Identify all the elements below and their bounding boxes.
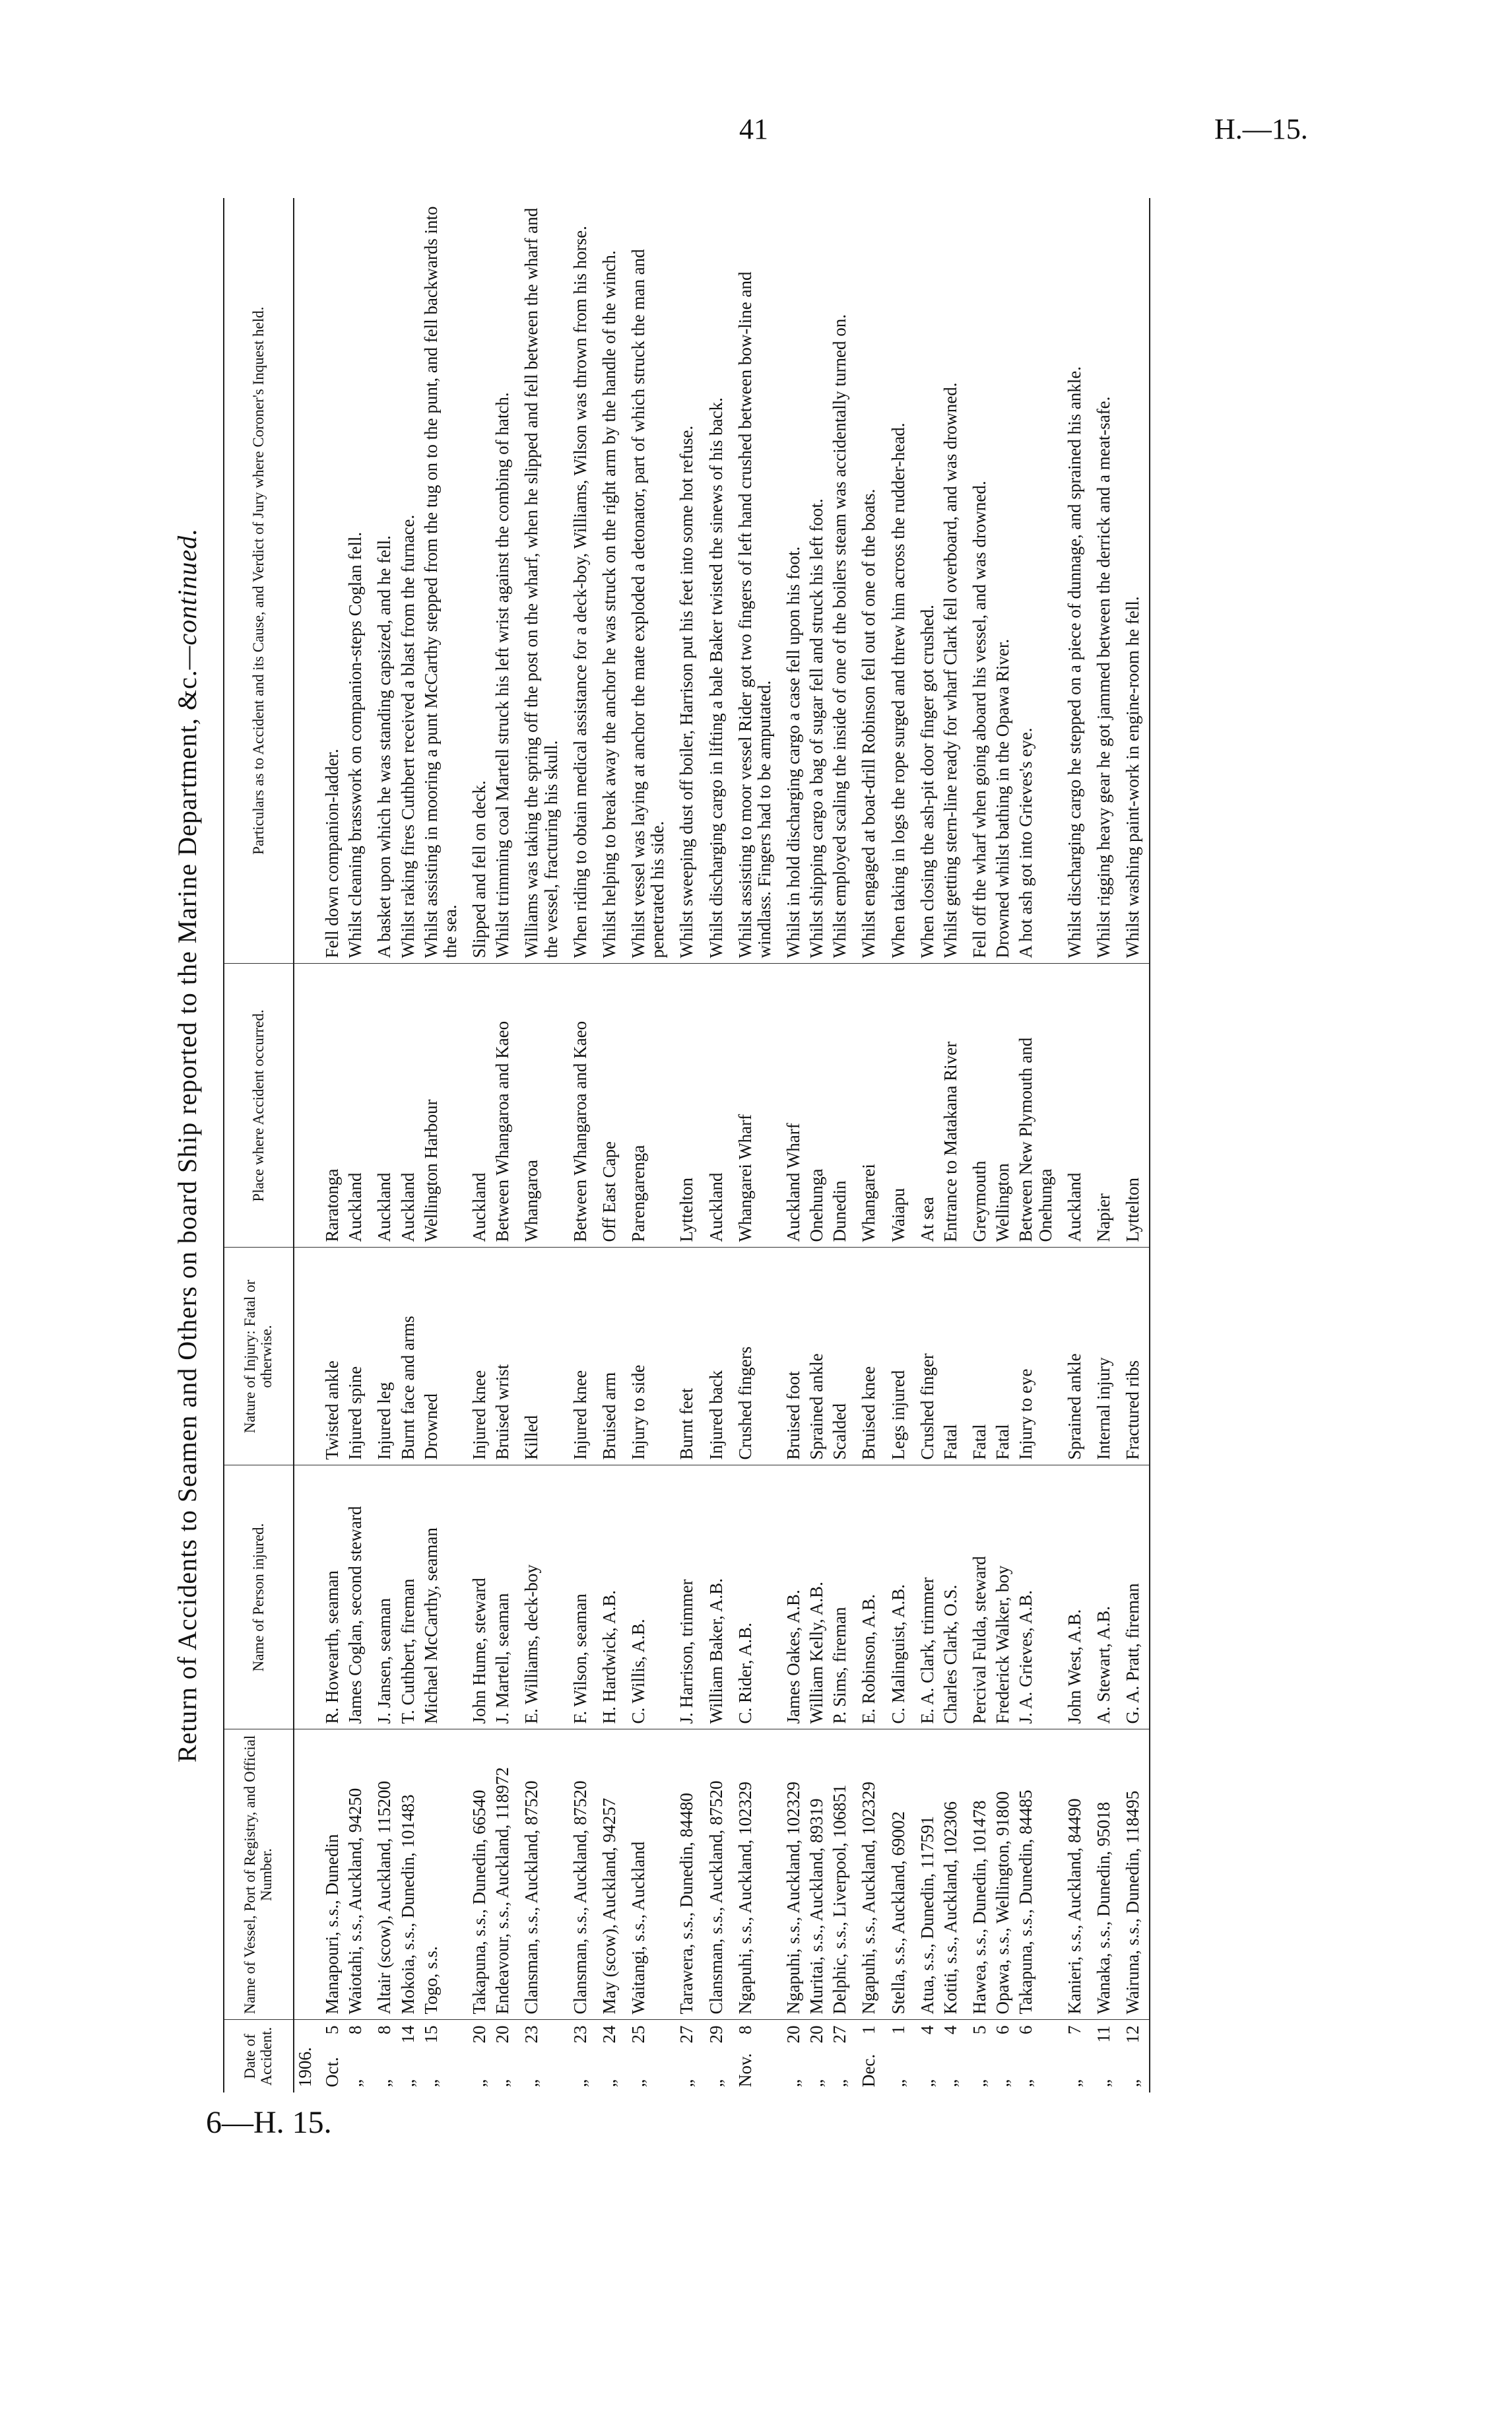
header-vessel: Name of Vessel, Port of Registry, and Official Number. <box>224 1729 294 2020</box>
month: „ <box>570 2079 590 2087</box>
day: 24 <box>599 2025 619 2044</box>
person-cell: Michael McCarthy, seaman <box>420 1465 462 1729</box>
place-cell: Greymouth <box>962 964 991 1248</box>
day: 23 <box>521 2025 542 2044</box>
table-row <box>991 198 1014 2092</box>
person-cell: James Coglan, second steward <box>344 1465 367 1729</box>
injury-cell: Fractured ribs <box>1115 1248 1150 1465</box>
vessel-cell: Hawea, s.s., Dunedin, 101478 <box>962 1729 991 2020</box>
particulars-cell: Whilst trimming coal Martell struck his left wrist against the combing of hatch. <box>491 198 514 964</box>
vessel-cell: Wairuna, s.s., Dunedin, 118495 <box>1115 1729 1150 2020</box>
table-row <box>592 198 621 2092</box>
month: „ <box>1064 2079 1084 2087</box>
particulars-cell: When closing the ash-pit door finger got crushed. <box>910 198 939 964</box>
date-cell <box>621 2020 669 2092</box>
title-main: Return of Accidents to Seamen and Others on board Ship reported to the Marine Department, &c. <box>172 669 202 1763</box>
vessel-cell: Manapouri, s.s., Dunedin <box>315 1729 344 2020</box>
day: 14 <box>397 2025 418 2044</box>
date-cell <box>776 2020 805 2092</box>
year-cell: 1906. <box>295 2047 315 2087</box>
person-cell: J. A. Grieves, A.B. <box>1014 1465 1057 1729</box>
vessel-cell: May (scow), Auckland, 94257 <box>592 1729 621 2020</box>
month: „ <box>888 2079 908 2087</box>
date-cell <box>462 2020 491 2092</box>
date-cell <box>491 2020 514 2092</box>
particulars-cell: Whilst helping to break away the anchor he was struck on the right arm by the handle of the winch. <box>592 198 621 964</box>
date-cell <box>962 2020 991 2092</box>
person-cell: John Hume, steward <box>462 1465 491 1729</box>
injury-cell: Bruised wrist <box>491 1248 514 1465</box>
table-row <box>397 198 420 2092</box>
date-cell <box>881 2020 910 2092</box>
person-cell: F. Wilson, seaman <box>563 1465 592 1729</box>
person-cell: James Oakes, A.B. <box>776 1465 805 1729</box>
table-row <box>805 198 828 2092</box>
injury-cell: Twisted ankle <box>315 1248 344 1465</box>
table-row <box>563 198 592 2092</box>
particulars-cell: Whilst assisting in mooring a punt McCarthy stepped from the tug on to the punt, and fell backwards into the sea. <box>420 198 462 964</box>
place-cell: Napier <box>1086 964 1115 1248</box>
table-row <box>344 198 367 2092</box>
person-cell: William Kelly, A.B. <box>805 1465 828 1729</box>
person-cell: J. Jansen, seaman <box>367 1465 396 1729</box>
injury-cell: Drowned <box>420 1248 462 1465</box>
particulars-cell: Fell down companion-ladder. <box>315 198 344 964</box>
particulars-cell: Whilst cleaning brasswork on companion-steps Coglan fell. <box>344 198 367 964</box>
person-cell: C. Rider, A.B. <box>728 1465 776 1729</box>
month: „ <box>806 2079 827 2087</box>
month: „ <box>1016 2079 1036 2087</box>
month: „ <box>993 2079 1013 2087</box>
rotated-table-sheet <box>172 198 1303 2092</box>
person-cell: G. A. Pratt, fireman <box>1115 1465 1150 1729</box>
month: Dec. <box>859 2054 879 2087</box>
injury-cell: Bruised foot <box>776 1248 805 1465</box>
injury-cell: Scalded <box>828 1248 851 1465</box>
table-body <box>294 198 1150 2092</box>
vessel-cell: Ngapuhi, s.s., Auckland, 102329 <box>776 1729 805 2020</box>
month: Oct. <box>322 2057 343 2087</box>
day: 27 <box>676 2025 697 2044</box>
place-cell: Entrance to Matakana River <box>939 964 962 1248</box>
day: 11 <box>1093 2025 1113 2043</box>
day: 1 <box>859 2025 879 2034</box>
day: 25 <box>628 2025 649 2044</box>
person-cell: C. Willis, A.B. <box>621 1465 669 1729</box>
day: 12 <box>1123 2025 1142 2044</box>
table-row <box>514 198 562 2092</box>
injury-cell: Sprained ankle <box>805 1248 828 1465</box>
day: 8 <box>735 2025 755 2034</box>
month: „ <box>521 2079 542 2087</box>
day: 8 <box>345 2025 366 2034</box>
date-cell <box>367 2020 396 2092</box>
person-cell: William Baker, A.B. <box>699 1465 728 1729</box>
place-cell: Auckland <box>367 964 396 1248</box>
month: „ <box>599 2079 619 2087</box>
injury-cell: Sprained ankle <box>1057 1248 1086 1465</box>
table-row <box>962 198 991 2092</box>
person-cell: A. Stewart, A.B. <box>1086 1465 1115 1729</box>
injury-cell: Injured spine <box>344 1248 367 1465</box>
table-row <box>728 198 776 2092</box>
person-cell: J. Harrison, trimmer <box>669 1465 698 1729</box>
injury-cell: Fatal <box>939 1248 962 1465</box>
header-particulars: Particulars as to Accident and its Cause, and Verdict of Jury where Coroner's Inquest held. <box>224 198 294 964</box>
date-cell <box>1115 2020 1150 2092</box>
header-row <box>224 198 294 2092</box>
vessel-cell: Clansman, s.s., Auckland, 87520 <box>563 1729 592 2020</box>
injury-cell: Crushed finger <box>910 1248 939 1465</box>
person-cell: John West, A.B. <box>1057 1465 1086 1729</box>
place-cell: Whangarei <box>851 964 880 1248</box>
date-cell <box>592 2020 621 2092</box>
month: „ <box>1123 2079 1142 2087</box>
place-cell: Lyttelton <box>1115 964 1150 1248</box>
place-cell: Between New Plymouth and Onehunga <box>1014 964 1057 1248</box>
place-cell: Auckland <box>699 964 728 1248</box>
injury-cell: Injured back <box>699 1248 728 1465</box>
injury-cell: Fatal <box>962 1248 991 1465</box>
date-cell <box>1057 2020 1086 2092</box>
vessel-cell: Atua, s.s., Dunedin, 117591 <box>910 1729 939 2020</box>
date-cell <box>420 2020 462 2092</box>
date-cell <box>315 2020 344 2092</box>
place-cell: Auckland <box>462 964 491 1248</box>
month: „ <box>628 2079 649 2087</box>
vessel-cell: Wanaka, s.s., Dunedin, 95018 <box>1086 1729 1115 2020</box>
particulars-cell: Whilst engaged at boat-drill Robinson fell out of one of the boats. <box>851 198 880 964</box>
table-row <box>462 198 491 2092</box>
particulars-cell: Williams was taking the spring off the post on the wharf, when he slipped and fell between the wharf and the vessel, fracturing his skull. <box>514 198 562 964</box>
vessel-cell: Mokoia, s.s., Dunedin, 101483 <box>397 1729 420 2020</box>
day: 1 <box>888 2025 908 2034</box>
table-row <box>1014 198 1057 2092</box>
injury-cell: Burnt feet <box>669 1248 698 1465</box>
day: 4 <box>940 2025 960 2034</box>
date-cell <box>1014 2020 1057 2092</box>
particulars-cell: Whilst discharging cargo in lifting a bale Baker twisted the sinews of his back. <box>699 198 728 964</box>
person-cell: R. Howearth, seaman <box>315 1465 344 1729</box>
person-cell: Charles Clark, O.S. <box>939 1465 962 1729</box>
date-cell <box>563 2020 592 2092</box>
document-reference: H.—15. <box>1214 113 1308 145</box>
particulars-cell: Whilst in hold discharging cargo a case fell upon his foot. <box>776 198 805 964</box>
place-cell: Between Whangaroa and Kaeo <box>563 964 592 1248</box>
particulars-cell: Slipped and fell on deck. <box>462 198 491 964</box>
place-cell: Wellington Harbour <box>420 964 462 1248</box>
header-place: Place where Accident occurred. <box>224 964 294 1248</box>
injury-cell: Injured knee <box>462 1248 491 1465</box>
particulars-cell: When riding to obtain medical assistance for a deck-boy, Williams, Wilson was thrown from his horse. <box>563 198 592 964</box>
place-cell: Auckland <box>1057 964 1086 1248</box>
vessel-cell: Endeavour, s.s., Auckland, 118972 <box>491 1729 514 2020</box>
date-cell <box>851 2020 880 2092</box>
particulars-cell: A hot ash got into Grieves's eye. <box>1014 198 1057 964</box>
injury-cell: Legs injured <box>881 1248 910 1465</box>
month: „ <box>492 2079 513 2087</box>
place-cell: Whangaroa <box>514 964 562 1248</box>
table-row <box>315 198 344 2092</box>
table-row <box>367 198 396 2092</box>
vessel-cell: Clansman, s.s., Auckland, 87520 <box>514 1729 562 2020</box>
place-cell: Onehunga <box>805 964 828 1248</box>
table-row <box>669 198 698 2092</box>
day: 6 <box>1016 2025 1036 2034</box>
month: Nov. <box>735 2053 755 2087</box>
person-cell: Frederick Walker, boy <box>991 1465 1014 1729</box>
person-cell: J. Martell, seaman <box>491 1465 514 1729</box>
person-cell: P. Sims, fireman <box>828 1465 851 1729</box>
person-cell: Percival Fulda, steward <box>962 1465 991 1729</box>
vessel-cell: Waitangi, s.s., Auckland <box>621 1729 669 2020</box>
table-row <box>1086 198 1115 2092</box>
injury-cell: Injury to side <box>621 1248 669 1465</box>
vessel-cell: Ngapuhi, s.s., Auckland, 102329 <box>851 1729 880 2020</box>
vessel-cell: Opawa, s.s., Wellington, 91800 <box>991 1729 1014 2020</box>
person-cell: E. Williams, deck-boy <box>514 1465 562 1729</box>
month: „ <box>397 2079 418 2087</box>
particulars-cell: Whilst shipping cargo a bag of sugar fell and struck his left foot. <box>805 198 828 964</box>
table-row <box>699 198 728 2092</box>
vessel-cell: Ngapuhi, s.s., Auckland, 102329 <box>728 1729 776 2020</box>
particulars-cell: Whilst sweeping dust off boiler, Harrison put his feet into some hot refuse. <box>669 198 698 964</box>
month: „ <box>830 2079 850 2087</box>
vessel-cell: Takapuna, s.s., Dunedin, 66540 <box>462 1729 491 2020</box>
vessel-cell: Altair (scow), Auckland, 115200 <box>367 1729 396 2020</box>
table-row <box>939 198 962 2092</box>
injury-cell: Bruised knee <box>851 1248 880 1465</box>
place-cell: Auckland <box>397 964 420 1248</box>
place-cell: Parengarenga <box>621 964 669 1248</box>
place-cell: Off East Cape <box>592 964 621 1248</box>
injury-cell: Bruised arm <box>592 1248 621 1465</box>
vessel-cell: Tarawera, s.s., Dunedin, 84480 <box>669 1729 698 2020</box>
table-row <box>910 198 939 2092</box>
particulars-cell: Fell off the wharf when going aboard his vessel, and was drowned. <box>962 198 991 964</box>
particulars-cell: Whilst rigging heavy gear he got jammed between the derrick and a meat-safe. <box>1086 198 1115 964</box>
date-cell <box>805 2020 828 2092</box>
day: 20 <box>806 2025 827 2044</box>
month: „ <box>917 2079 937 2087</box>
date-cell <box>344 2020 367 2092</box>
vessel-cell: Kotiti, s.s., Auckland, 102306 <box>939 1729 962 2020</box>
injury-cell: Injured knee <box>563 1248 592 1465</box>
day: 15 <box>420 2025 441 2044</box>
sheet-reference: 6—H. 15. <box>206 2105 332 2140</box>
particulars-cell: Whilst employed scaling the inside of one of the boilers steam was accidentally turned on. <box>828 198 851 964</box>
day: 29 <box>706 2025 726 2044</box>
vessel-cell: Delphic, s.s., Liverpool, 106851 <box>828 1729 851 2020</box>
particulars-cell: Drowned whilst bathing in the Opawa River. <box>991 198 1014 964</box>
table-row <box>1057 198 1086 2092</box>
accidents-table <box>223 198 1150 2092</box>
injury-cell: Injury to eye <box>1014 1248 1057 1465</box>
particulars-cell: Whilst discharging cargo he stepped on a piece of dunnage, and sprained his ankle. <box>1057 198 1086 964</box>
table-row <box>828 198 851 2092</box>
day: 20 <box>783 2025 803 2044</box>
header-injury: Nature of Injury: Fatal or otherwise. <box>224 1248 294 1465</box>
day: 20 <box>469 2025 490 2044</box>
day: 23 <box>570 2025 590 2044</box>
place-cell: Lyttelton <box>669 964 698 1248</box>
day: 4 <box>917 2025 937 2034</box>
injury-cell: Fatal <box>991 1248 1014 1465</box>
month: „ <box>940 2079 960 2087</box>
month: „ <box>970 2079 990 2087</box>
table-row <box>851 198 880 2092</box>
particulars-cell: A basket upon which he was standing capsized, and he fell. <box>367 198 396 964</box>
date-cell <box>991 2020 1014 2092</box>
date-cell <box>669 2020 698 2092</box>
day: 6 <box>993 2025 1013 2034</box>
month: „ <box>345 2079 366 2087</box>
place-cell: At sea <box>910 964 939 1248</box>
vessel-cell: Kanieri, s.s., Auckland, 84490 <box>1057 1729 1086 2020</box>
vessel-cell: Muritai, s.s., Auckland, 89319 <box>805 1729 828 2020</box>
vessel-cell: Stella, s.s., Auckland, 69002 <box>881 1729 910 2020</box>
particulars-cell: Whilst getting stern-line ready for wharf Clark fell overboard, and was drowned. <box>939 198 962 964</box>
vessel-cell: Waiotahi, s.s., Auckland, 94250 <box>344 1729 367 2020</box>
particulars-cell: When taking in logs the rope surged and threw him across the rudder-head. <box>881 198 910 964</box>
place-cell: Between Whangaroa and Kaeo <box>491 964 514 1248</box>
place-cell: Waiapu <box>881 964 910 1248</box>
particulars-cell: Whilst raking fires Cuthbert received a blast from the furnace. <box>397 198 420 964</box>
particulars-cell: Whilst washing paint-work in engine-room he fell. <box>1115 198 1150 964</box>
table-row <box>881 198 910 2092</box>
particulars-cell: Whilst assisting to moor vessel Rider got two fingers of left hand crushed between bow-line and windlass. Fingers had to be amputated. <box>728 198 776 964</box>
place-cell: Whangarei Wharf <box>728 964 776 1248</box>
date-cell <box>699 2020 728 2092</box>
injury-cell: Crushed fingers <box>728 1248 776 1465</box>
table-row <box>776 198 805 2092</box>
place-cell: Dunedin <box>828 964 851 1248</box>
person-cell: C. Malinguist, A.B. <box>881 1465 910 1729</box>
date-cell <box>397 2020 420 2092</box>
day: 5 <box>322 2025 343 2034</box>
day: 27 <box>830 2025 850 2044</box>
header-date: Date of Accident. <box>224 2020 294 2092</box>
date-cell <box>514 2020 562 2092</box>
vessel-cell: Takapuna, s.s., Dunedin, 84485 <box>1014 1729 1057 2020</box>
table-row <box>491 198 514 2092</box>
header-person: Name of Person injured. <box>224 1465 294 1729</box>
injury-cell: Killed <box>514 1248 562 1465</box>
title-continued: —continued. <box>172 527 202 670</box>
vessel-cell: Togo, s.s. <box>420 1729 462 2020</box>
person-cell: H. Hardwick, A.B. <box>592 1465 621 1729</box>
table-row <box>621 198 669 2092</box>
person-cell: E. A. Clark, trimmer <box>910 1465 939 1729</box>
table-title <box>172 198 211 2092</box>
month: „ <box>469 2079 490 2087</box>
injury-cell: Burnt face and arms <box>397 1248 420 1465</box>
place-cell: Wellington <box>991 964 1014 1248</box>
year-row <box>294 198 315 2092</box>
month: „ <box>374 2079 395 2087</box>
vessel-cell: Clansman, s.s., Auckland, 87520 <box>699 1729 728 2020</box>
place-cell: Auckland <box>344 964 367 1248</box>
day: 8 <box>374 2025 395 2034</box>
person-cell: T. Cuthbert, fireman <box>397 1465 420 1729</box>
day: 7 <box>1064 2025 1084 2034</box>
place-cell: Raratonga <box>315 964 344 1248</box>
day: 5 <box>970 2025 990 2034</box>
month: „ <box>783 2079 803 2087</box>
page-number: 41 <box>739 113 768 145</box>
date-cell <box>939 2020 962 2092</box>
date-cell <box>828 2020 851 2092</box>
date-cell <box>910 2020 939 2092</box>
month: „ <box>420 2079 441 2087</box>
particulars-cell: Whilst vessel was laying at anchor the mate exploded a detonator, part of which struck the man and penetrated his side. <box>621 198 669 964</box>
day: 20 <box>492 2025 513 2044</box>
table-row <box>1115 198 1150 2092</box>
month: „ <box>676 2079 697 2087</box>
date-cell <box>728 2020 776 2092</box>
month: „ <box>1093 2079 1113 2087</box>
month: „ <box>706 2079 726 2087</box>
injury-cell: Injured leg <box>367 1248 396 1465</box>
person-cell: E. Robinson, A.B. <box>851 1465 880 1729</box>
injury-cell: Internal injury <box>1086 1248 1115 1465</box>
date-cell <box>1086 2020 1115 2092</box>
table-row <box>420 198 462 2092</box>
place-cell: Auckland Wharf <box>776 964 805 1248</box>
